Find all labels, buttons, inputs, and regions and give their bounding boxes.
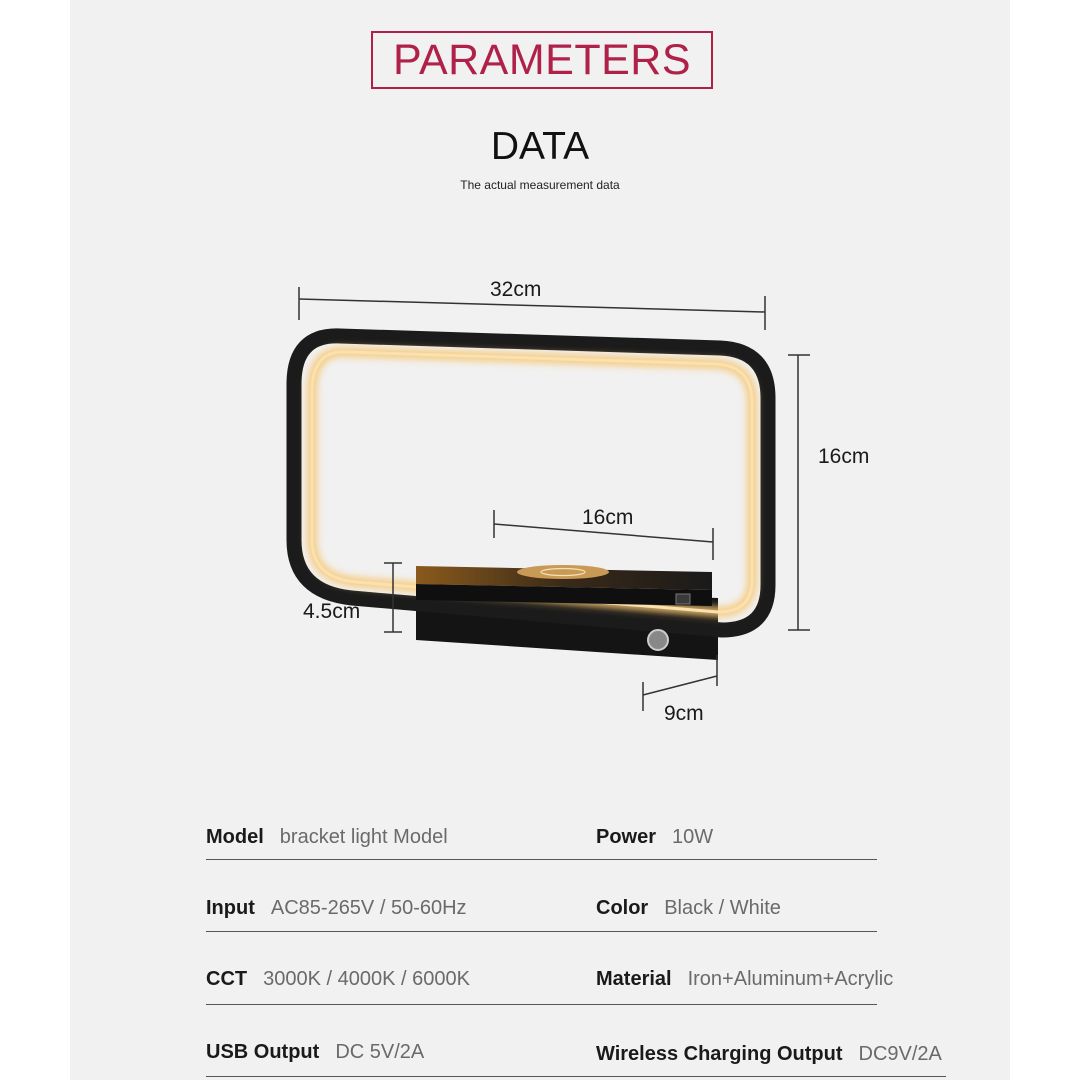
spec-value: Black / White [664, 897, 781, 919]
spec-value: bracket light Model [279, 826, 448, 848]
spec-value: DC 5V/2A [335, 1041, 425, 1063]
spec-value: 10W [672, 826, 714, 848]
spec-divider [206, 859, 877, 860]
spec-divider [206, 931, 877, 932]
lamp-illustration [294, 336, 768, 660]
depth-label: 9cm [664, 702, 704, 725]
spec-power [596, 826, 713, 866]
height-label: 16cm [818, 445, 870, 468]
spec-key: CCT [206, 968, 248, 990]
spec-value: DC9V/2A [858, 1043, 942, 1065]
spec-value: AC85-265V / 50-60Hz [270, 897, 467, 919]
data-title: DATA [490, 125, 590, 168]
spec-divider [206, 1004, 877, 1005]
spec-key: Power [596, 826, 657, 848]
spec-material [596, 968, 893, 1008]
spec-key: Model [206, 826, 264, 848]
spec-cct [206, 968, 470, 1008]
shelf-width-label: 16cm [582, 506, 634, 529]
spec-key: Material [596, 968, 672, 990]
spec-key: Input [206, 897, 255, 919]
spec-value: Iron+Aluminum+Acrylic [687, 968, 894, 990]
switch-knob-icon [648, 630, 668, 650]
spec-key: USB Output [206, 1041, 320, 1063]
spec-wireless-charging-output [596, 1043, 942, 1080]
width-label: 32cm [490, 278, 542, 301]
spec-model [206, 826, 448, 866]
spec-value: 3000K / 4000K / 6000K [263, 968, 470, 990]
wireless-charging-pad [517, 565, 609, 579]
usb-port-icon [676, 594, 690, 604]
data-subtitle: The actual measurement data [460, 178, 620, 192]
spec-key: Color [596, 897, 649, 919]
spec-usb-output [206, 1041, 424, 1080]
spec-divider [206, 1076, 946, 1077]
spec-key: Wireless Charging Output [596, 1043, 843, 1065]
height-dimension-line [788, 355, 810, 630]
shelf-height-label: 4.5cm [303, 600, 361, 623]
parameters-heading: PARAMETERS [371, 31, 713, 89]
